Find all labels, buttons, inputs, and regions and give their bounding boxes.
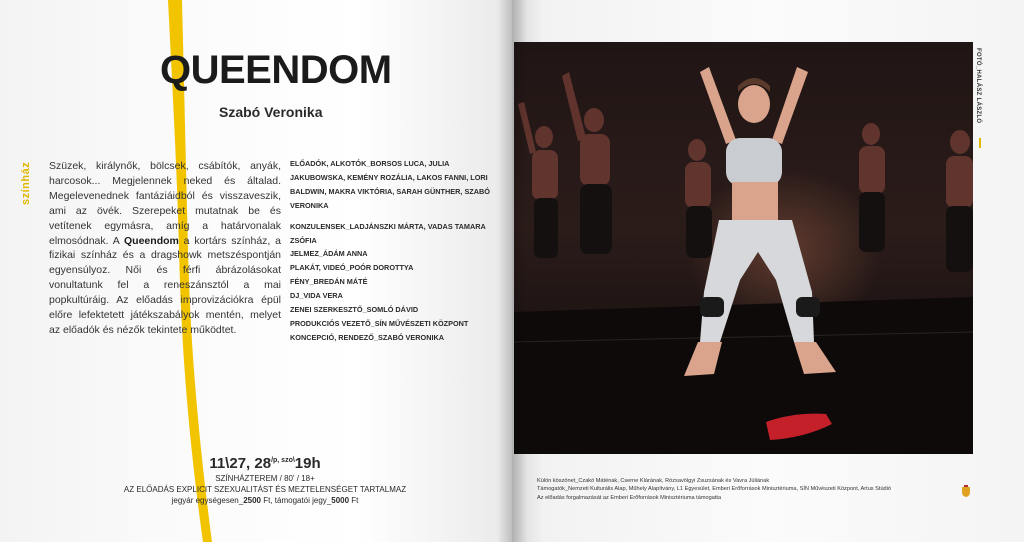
performance-photo-illustration <box>514 42 973 454</box>
ticket-prices <box>100 495 430 506</box>
credit-light: FÉNY_BREDÁN MÁTÉ <box>290 277 368 287</box>
show-time: 19h <box>294 455 321 472</box>
price-single: 2500 <box>243 496 261 505</box>
thanks-line: Külön köszönet_Czakó Máténak, Cserne Klárának, Rózsavölgyi Zsuzsának és Vavra Júliának <box>537 478 770 484</box>
description-text: Szüzek, királynők, bölcsek, csábítók, anyák, harcosok... Megjelennek neked és általad. Megelevenednek fantáziáidból és visszaveszik, ami az övék. Szerepeket mutatnak be és vetítenek egymásra, amíg a határvonalak elmosódnak. A <box>49 160 281 247</box>
schedule-block <box>100 452 430 506</box>
photo-credit-accent <box>979 138 981 148</box>
sponsors-block <box>537 477 957 502</box>
credit-costume: JELMEZ_ÁDÁM ANNA <box>290 249 368 259</box>
supporters-line: Támogatók_Nemzeti Kulturális Alap, Műhely Alapítvány, L1 Egyesület, Emberi Erőforrások Minisztériuma, SÍN Művészeti Központ, Artus Stúdió <box>537 486 892 493</box>
credit-performers: ELŐADÓK, ALKOTÓK_BORSOS LUCA, JULIA JAKUBOWSKA, KEMÉNY ROZÁLIA, LAKOS FANNI, LORI BALDWIN, MAKRA VIKTÓRIA, SARAH GÜNTHER, SZABÓ VERONIKA <box>290 159 490 210</box>
content-warning: AZ ELŐADÁS EXPLICIT SZEXUALITÁST ÉS MEZTELENSÉGET TARTALMAZ <box>123 485 407 494</box>
distribution-line: Az előadás forgalmazását az Emberi Erőforrások Minisztériuma támogatta <box>537 494 722 501</box>
price-support-label: Ft, támogatói jegy_ <box>261 496 332 505</box>
show-days: /p, szo\ <box>271 457 295 464</box>
show-dates: 11\27, 28 <box>209 455 272 472</box>
ministry-crest-icon <box>959 484 973 498</box>
show-datetime <box>100 452 430 473</box>
photo-credit: FOTÓ_HALÁSZ LÁSZLÓ <box>975 48 981 124</box>
credit-director: KONCEPCIÓ, RENDEZŐ_SZABÓ VERONIKA <box>290 332 445 342</box>
show-venue: SZÍNHÁZTEREM / 80' / 18+ <box>215 474 315 483</box>
description-highlight: Queendom <box>124 234 179 247</box>
price-label: jegyár egységesen_ <box>171 496 244 505</box>
book-gutter <box>497 0 527 542</box>
credit-dj: DJ_VIDA VERA <box>290 291 343 301</box>
category-label: színház <box>20 161 32 205</box>
show-description <box>49 159 281 338</box>
credit-poster-video: PLAKÁT, VIDEÓ_POÓR DOROTTYA <box>290 263 414 273</box>
credit-production-manager: PRODUKCIÓS VEZETŐ_SÍN MŰVÉSZETI KÖZPONT <box>290 318 469 328</box>
show-title: QUEENDOM <box>160 48 392 92</box>
price-currency: Ft <box>349 496 359 505</box>
show-author: Szabó Veronika <box>219 104 323 120</box>
right-page <box>512 0 1024 542</box>
credits-list <box>290 157 490 345</box>
credit-consultants: KONZULENSEK_LADJÁNSZKI MÁRTA, VADAS TAMARA ZSÓFIA <box>290 221 486 245</box>
performance-photo <box>514 42 973 454</box>
credit-music-editor: ZENEI SZERKESZTŐ_SOMLÓ DÁVID <box>290 305 419 315</box>
price-support: 5000 <box>331 496 350 505</box>
description-text-cont: a kortárs színház, a fizikai színház és a dragshowk metszéspontján egyensúlyoz. Női és férfi ábrázolásokat vonultatunk fel a reneszánsztól a mai popkultúráig. Az előadás improvizációkra épül előre lefektetett játékszabályok mentén, melyet az előadók és nézők tekintete működtet. <box>49 234 281 336</box>
